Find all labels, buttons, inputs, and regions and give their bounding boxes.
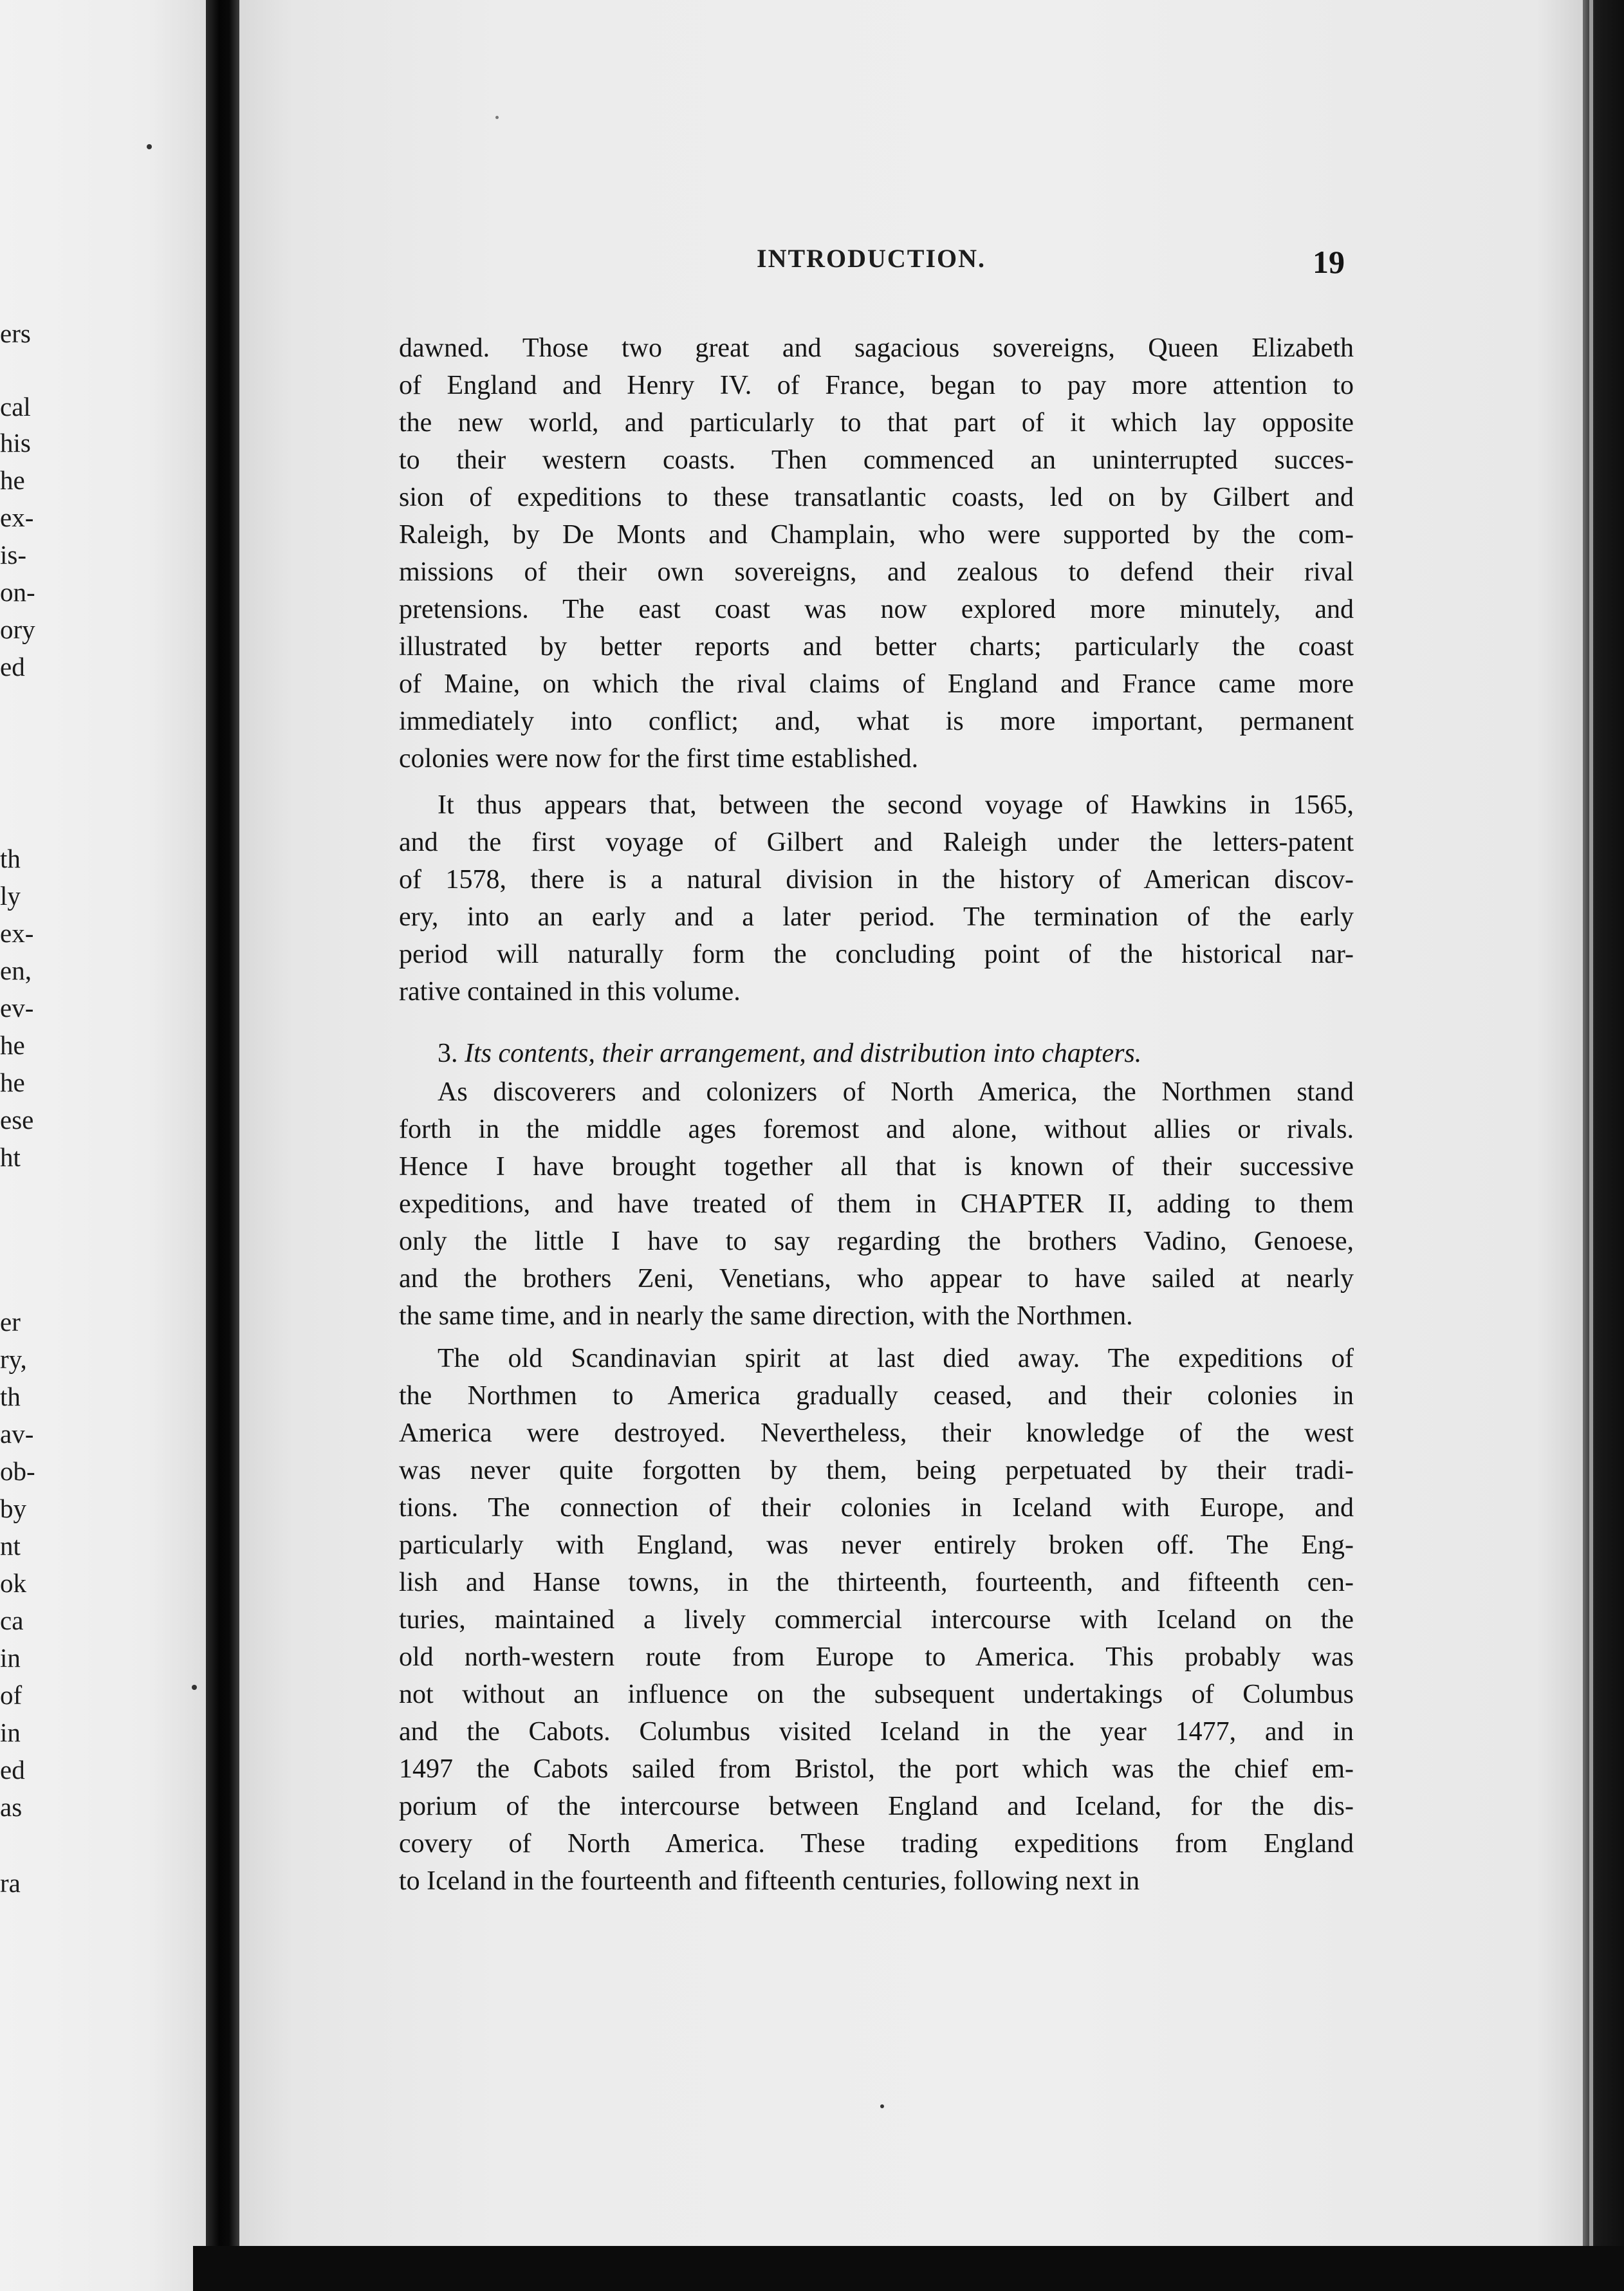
text-line: rative contained in this volume. — [399, 977, 741, 1006]
section-title: Its contents, their arrangement, and distribution into chapters. — [465, 1039, 1142, 1068]
text-line: It thus appears that, between the second voyage of Hawkins in 1565, — [438, 790, 1354, 820]
text-line: porium of the intercourse between England and Iceland, for the dis- — [399, 1792, 1354, 1821]
text-line: tions. The connection of their colonies in Iceland with Europe, and — [399, 1493, 1354, 1523]
text-line: colonies were now for the first time established. — [399, 744, 919, 774]
left-page-line-fragment: th — [0, 844, 21, 873]
text-line: to Iceland in the fourteenth and fifteenth centuries, following next in — [399, 1866, 1140, 1896]
running-head: INTRODUCTION. — [757, 244, 986, 273]
paragraph-4 — [399, 1340, 1354, 1900]
left-page-line-fragment: ers — [0, 319, 31, 348]
left-page-line-fragment: en, — [0, 956, 32, 985]
left-page-line-fragment: th — [0, 1382, 21, 1411]
text-line: of Maine, on which the rival claims of England and France came more — [399, 669, 1354, 699]
text-line: and the first voyage of Gilbert and Raleigh under the letters-patent — [399, 828, 1354, 857]
left-page-line-fragment: he — [0, 465, 25, 495]
dust-speck — [880, 2104, 884, 2108]
dust-speck — [147, 144, 152, 149]
left-page-line-fragment: he — [0, 1030, 25, 1060]
left-page-line-fragment: ly — [0, 881, 21, 911]
left-page-line-fragment: of — [0, 1680, 23, 1710]
text-line: turies, maintained a lively commercial intercourse with Iceland on the — [399, 1605, 1354, 1635]
paragraph-2 — [399, 786, 1354, 1010]
left-page-line-fragment: is- — [0, 540, 26, 570]
text-line: missions of their own sovereigns, and zealous to defend their rival — [399, 557, 1354, 587]
text-line: to their western coasts. Then commenced an uninterrupted succes- — [399, 445, 1354, 475]
left-page-line-fragment: ca — [0, 1606, 24, 1635]
section-heading — [438, 1035, 1141, 1072]
text-line: 1497 the Cabots sailed from Bristol, the port which was the chief em- — [399, 1754, 1354, 1784]
left-page-line-fragment: ex- — [0, 503, 34, 532]
text-line: ery, into an early and a later period. The termination of the early — [399, 902, 1354, 932]
left-page-line-fragment: ok — [0, 1568, 26, 1598]
text-line: and the Cabots. Columbus visited Iceland in the year 1477, and in — [399, 1717, 1354, 1747]
text-line: covery of North America. These trading expeditions from England — [399, 1829, 1354, 1859]
left-page-line-fragment: ed — [0, 1755, 25, 1785]
left-page-line-fragment: in — [0, 1718, 21, 1747]
text-line: forth in the middle ages foremost and alone, without allies or rivals. — [399, 1115, 1354, 1144]
left-page-line-fragment: by — [0, 1494, 26, 1523]
text-line: expeditions, and have treated of them in CHAPTER II, adding to them — [399, 1189, 1354, 1219]
text-line: period will naturally form the concluding point of the historical nar- — [399, 940, 1354, 969]
left-page-line-fragment: ed — [0, 652, 25, 682]
section-number: 3. — [438, 1039, 458, 1068]
left-page-line-fragment: on- — [0, 577, 35, 607]
text-line: the new world, and particularly to that part of it which lay opposite — [399, 408, 1354, 438]
left-facing-page — [0, 0, 212, 2291]
dust-speck — [495, 116, 499, 119]
left-page-line-fragment: ory — [0, 615, 35, 644]
text-line: lish and Hanse towns, in the thirteenth, fourteenth, and fifteenth cen- — [399, 1568, 1354, 1597]
text-line: dawned. Those two great and sagacious sovereigns, Queen Elizabeth — [399, 333, 1354, 363]
left-page-line-fragment: av- — [0, 1419, 34, 1449]
left-page-line-fragment: nt — [0, 1531, 21, 1561]
left-page-line-fragment: ex- — [0, 918, 34, 948]
text-line: the same time, and in nearly the same direction, with the Northmen. — [399, 1301, 1133, 1331]
left-page-line-fragment: his — [0, 428, 31, 458]
text-line: not without an influence on the subsequent undertakings of Columbus — [399, 1680, 1354, 1709]
text-line: pretensions. The east coast was now explored more minutely, and — [399, 595, 1354, 624]
left-page-line-fragment: as — [0, 1792, 23, 1822]
left-page-line-fragment: cal — [0, 392, 31, 422]
text-line: America were destroyed. Nevertheless, their knowledge of the west — [399, 1418, 1354, 1448]
binding-gutter — [206, 0, 239, 2291]
text-line: of England and Henry IV. of France, began to pay more attention to — [399, 371, 1354, 400]
text-line: the Northmen to America gradually ceased, and their colonies in — [399, 1381, 1354, 1411]
text-line: Hence I have brought together all that is known of their successive — [399, 1152, 1354, 1182]
text-line: Raleigh, by De Monts and Champlain, who were supported by the com- — [399, 520, 1354, 550]
text-line: and the brothers Zeni, Venetians, who appear to have sailed at nearly — [399, 1264, 1354, 1294]
page-number: 19 — [1313, 244, 1345, 280]
paragraph-3 — [399, 1073, 1354, 1335]
left-page-line-fragment: ra — [0, 1868, 21, 1898]
left-page-line-fragment: ry, — [0, 1344, 27, 1374]
left-page-line-fragment: he — [0, 1068, 25, 1097]
text-line: sion of expeditions to these transatlantic coasts, led on by Gilbert and — [399, 483, 1354, 512]
text-line: The old Scandinavian spirit at last died away. The expeditions of — [438, 1344, 1354, 1373]
paragraph-1 — [399, 329, 1354, 777]
text-line: As discoverers and colonizers of North America, the Northmen stand — [438, 1077, 1354, 1107]
page-edge-line — [1589, 0, 1593, 2252]
dust-speck — [192, 1685, 197, 1690]
left-page-line-fragment: ev- — [0, 993, 34, 1023]
text-line: immediately into conflict; and, what is more important, permanent — [399, 707, 1354, 736]
text-line: illustrated by better reports and better charts; particularly the coast — [399, 632, 1354, 662]
left-page-line-fragment: in — [0, 1643, 21, 1673]
left-page-line-fragment: ese — [0, 1105, 34, 1135]
left-page-line-fragment: er — [0, 1307, 21, 1337]
left-page-line-fragment: ob- — [0, 1456, 35, 1486]
text-line: particularly with England, was never entirely broken off. The Eng- — [399, 1530, 1354, 1560]
text-line: was never quite forgotten by them, being perpetuated by their tradi- — [399, 1456, 1354, 1485]
left-page-line-fragment: ht — [0, 1142, 21, 1172]
text-line: only the little I have to say regarding the brothers Vadino, Genoese, — [399, 1227, 1354, 1256]
text-line: old north-western route from Europe to America. This probably was — [399, 1642, 1354, 1672]
text-line: of 1578, there is a natural division in the history of American discov- — [399, 865, 1354, 895]
scan-bottom-border — [193, 2246, 1624, 2291]
